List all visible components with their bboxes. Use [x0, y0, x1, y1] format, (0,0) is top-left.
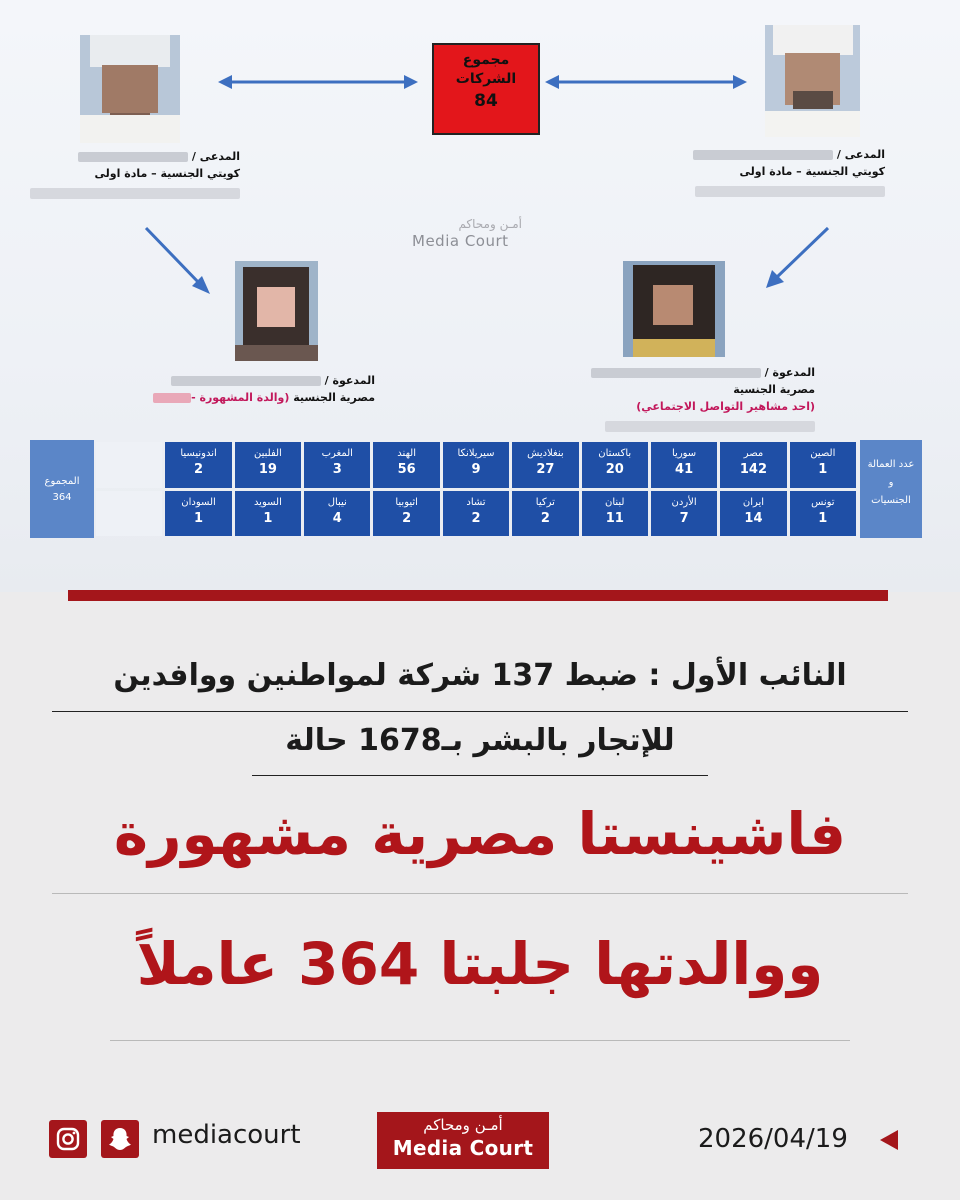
cell-count: 3 — [332, 462, 342, 477]
red-divider — [68, 590, 888, 601]
evidence-photo — [0, 0, 960, 592]
cell-name: نيبال — [327, 496, 347, 508]
logo-arabic: أمـن ومحاكم — [423, 1116, 503, 1134]
table-cell — [582, 442, 648, 488]
table-cell — [443, 442, 509, 488]
cell-count: 9 — [471, 462, 481, 477]
plaintiff-right-role: المدعى / — [836, 148, 885, 161]
defendant-left-role: المدعوة / — [324, 374, 375, 387]
defendant-right-info — [560, 364, 815, 432]
table-cell-empty — [96, 491, 162, 537]
cell-name: سوريا — [671, 448, 697, 459]
cell-name: السودان — [181, 496, 216, 508]
side-label-2: و — [888, 477, 894, 488]
plaintiff-right-info — [680, 146, 885, 197]
snapchat-icon[interactable] — [101, 1120, 139, 1158]
plaintiff-left-nationality: كويتي الجنسية – مادة اولى — [94, 167, 240, 180]
social-handle[interactable]: mediacourt — [152, 1120, 301, 1150]
table-cell — [512, 442, 578, 488]
table-cell — [235, 491, 301, 537]
nationality-table — [30, 440, 922, 538]
cell-name: سيريلانكا — [457, 448, 495, 459]
arrow-left-horizontal — [218, 72, 418, 92]
cell-count: 2 — [402, 510, 412, 526]
cell-name: الصين — [810, 448, 836, 459]
table-cell — [651, 442, 717, 488]
cell-name: لبنان — [604, 496, 625, 508]
table-cell-empty — [96, 442, 162, 488]
cell-count: 14 — [744, 510, 763, 526]
cell-name: باكستان — [598, 448, 632, 459]
nationality-grid — [96, 442, 856, 536]
side-label-1: عدد العمالة — [867, 459, 915, 470]
headline-underline-1 — [52, 893, 908, 894]
cell-name: السويد — [253, 496, 282, 508]
table-cell — [165, 491, 231, 537]
cell-count: 11 — [605, 510, 624, 526]
companies-total-box — [432, 43, 540, 135]
cell-count: 142 — [739, 462, 768, 477]
cell-name: الأردن — [671, 496, 697, 508]
arrow-down-left — [142, 224, 214, 298]
table-cell — [651, 491, 717, 537]
table-cell — [582, 491, 648, 537]
cell-count: 20 — [605, 462, 624, 477]
box-label-1: مجموع — [462, 52, 510, 68]
cell-count: 41 — [675, 462, 694, 477]
subtitle-underline-2 — [252, 775, 708, 776]
cell-name: تركيا — [535, 496, 555, 508]
cell-name: الفلبين — [253, 448, 282, 459]
play-icon — [880, 1130, 898, 1150]
cell-name: بنغلاديش — [527, 448, 564, 459]
cell-name: تشاد — [466, 496, 486, 508]
face-defendant-right — [623, 261, 725, 357]
table-cell — [373, 442, 439, 488]
total-label: المجموع — [44, 476, 80, 487]
instagram-icon[interactable] — [49, 1120, 87, 1158]
box-count: 84 — [474, 91, 498, 111]
defendant-left-nationality: مصرية الجنسية — [293, 391, 375, 404]
headline-line-2: ووالدتها جلبتا 364 عاملاً — [136, 930, 824, 998]
table-side-label — [860, 440, 922, 538]
logo-english: Media Court — [392, 1136, 534, 1160]
face-defendant-left — [235, 261, 318, 361]
table-cell — [304, 491, 370, 537]
defendant-right-nationality: مصرية الجنسية — [733, 383, 815, 396]
subtitle-line-2: للإتجار بالبشر بـ1678 حالة — [285, 723, 675, 758]
cell-count: 2 — [540, 510, 550, 526]
cell-name: ايران — [742, 496, 765, 508]
arrow-right-horizontal — [545, 72, 747, 92]
headline-line-1: فاشينستا مصرية مشهورة — [113, 800, 847, 868]
total-value: 364 — [52, 492, 72, 503]
face-plaintiff-right — [765, 25, 860, 137]
table-cell — [720, 442, 786, 488]
plaintiff-right-nationality: كويتي الجنسية – مادة اولى — [739, 165, 885, 178]
cell-count: 2 — [471, 510, 481, 526]
cell-count: 1 — [818, 510, 828, 526]
cell-count: 56 — [397, 462, 416, 477]
cell-count: 1 — [194, 510, 204, 526]
table-cell — [443, 491, 509, 537]
post-date: 2026/04/19 — [698, 1124, 848, 1154]
subtitle-underline-1 — [52, 711, 908, 712]
cell-count: 7 — [679, 510, 689, 526]
table-cell — [373, 491, 439, 537]
cell-count: 27 — [536, 462, 555, 477]
side-label-3: الجنسيات — [871, 495, 911, 506]
table-cell — [235, 442, 301, 488]
table-total — [30, 440, 94, 538]
cell-name: اندونيسيا — [180, 448, 217, 459]
table-cell — [512, 491, 578, 537]
defendant-left-note: (والدة المشهورة - — [191, 391, 290, 404]
cell-name: الهند — [397, 448, 416, 459]
cell-name: تونس — [811, 496, 835, 508]
cell-count: 4 — [332, 510, 342, 526]
face-plaintiff-left — [80, 35, 180, 143]
cell-count: 1 — [818, 462, 828, 477]
watermark-arabic: أمـن ومحاكم — [458, 217, 522, 231]
table-cell — [720, 491, 786, 537]
defendant-right-role: المدعوة / — [764, 366, 815, 379]
defendant-right-note: (احد مشاهير التواصل الاجتماعي) — [636, 400, 815, 413]
cell-count: 2 — [194, 462, 204, 477]
table-cell — [790, 442, 856, 488]
cell-name: اثيوبيا — [395, 496, 418, 508]
cell-name: المغرب — [321, 448, 353, 459]
table-cell — [165, 442, 231, 488]
plaintiff-left-info — [40, 148, 240, 199]
defendant-left-info — [150, 372, 375, 406]
media-court-logo — [377, 1112, 549, 1169]
arrow-down-right — [762, 224, 832, 290]
table-cell — [304, 442, 370, 488]
cell-name: مصر — [743, 448, 764, 459]
headline-underline-2 — [110, 1040, 850, 1041]
watermark-english: Media Court — [412, 232, 509, 250]
box-label-2: الشركات — [455, 71, 517, 87]
table-cell — [790, 491, 856, 537]
subtitle-line-1: النائب الأول : ضبط 137 شركة لمواطنين ووافدين — [113, 658, 847, 693]
plaintiff-left-role: المدعى / — [191, 150, 240, 163]
cell-count: 19 — [258, 462, 277, 477]
cell-count: 1 — [263, 510, 273, 526]
